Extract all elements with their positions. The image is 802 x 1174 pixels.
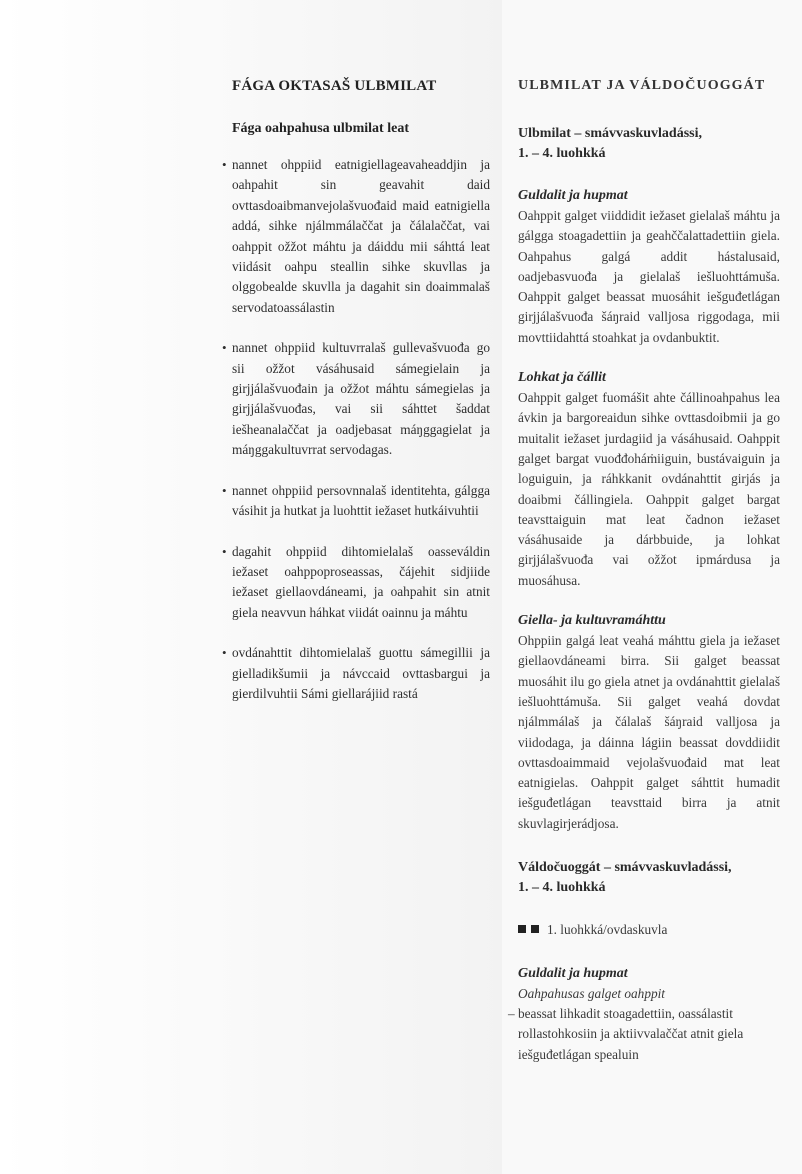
list-item — [222, 481, 490, 522]
square-bullet-icon — [531, 925, 539, 933]
subsection-title: Lohkat ja čállit — [518, 370, 606, 386]
list-item-text: dagahit ohppiid dihtomielalaš oasseváldin iežaset oahppoproseassas, čájehit sidjiide iežaset giellaovdáneami, ja oahpahit sin atnit giela neavvun háhkat viidát oainnu ja máhtu — [232, 543, 490, 620]
bullet-icon: • — [222, 482, 227, 498]
subsection-title: Guldalit ja hupmat — [518, 188, 628, 203]
subsection-title: Guldalit ja hupmat — [518, 966, 628, 982]
bullet-icon: • — [222, 645, 227, 661]
list-item-text: ovdánahttit dihtomielalaš guottu sámegillii ja gielladikšumii ja návccaid ovttasbargui ja gierdilvuhtii Sámi giellarájiid rastá — [232, 645, 490, 701]
right-column — [508, 78, 780, 1065]
bullet-icon: • — [222, 340, 227, 356]
bullet-icon: • — [222, 543, 227, 559]
left-subheading: Fága oahpahusa ulbmilat leat — [232, 121, 409, 136]
list-item — [222, 155, 490, 318]
dash-item-text: beassat lihkadit stoagadettiin, oassálastit rollastohkosiin ja aktiivvalaččat atnit giela iešguđetlágan spealuin — [518, 1006, 744, 1062]
left-column — [222, 78, 490, 724]
main-points-section-title — [518, 858, 780, 898]
goals-list — [222, 155, 490, 704]
list-item — [222, 338, 490, 460]
subsection-text: Oahppit galget viiddidit iežaset gielalaš máhtu ja gálgga stoagadettiin ja geahččalattadettiin giela. Oahpahus galgá addit hástalusaid, oadjebasvuođa ja gielalaš iešluohttámuša. Oahppit galget beassat muosáhit iešguđetlágan girjjálašvuođa šáŋraid valljosa riggodaga, mii movttiidahttá stoahkat ja ovdanbuktit. — [518, 208, 780, 345]
list-item-text: nannet ohppiid persovnnalaš identitehta, gálgga vásihit ja hutkat ja luohttit iežaset hutkáivuhtii — [232, 482, 490, 519]
dash-icon: – — [508, 1006, 515, 1022]
list-item-text: nannet ohppiid eatnigiellageavaheaddjin ja oahpahit sin geavahit daid ovttasdoaibmanvejolašvuođaid maid eatnigiella addá, sihke njálmmálaččat ja čálalaččat, vai oahppit ožžot máhtu ja dáiddu mii sáhttá leat viidásit oahpu steallin sihke skuvllas ja olggobealde skuvlla ja dagahit sin doaimmalaš servodatoassálastin — [232, 157, 490, 315]
intro-line: Oahpahusas galget oahppit — [518, 986, 666, 1002]
right-heading: ULBMILAT JA VÁLDOČUOGGÁT — [518, 78, 766, 93]
left-heading: FÁGA OKTASAŠ ULBMILAT — [232, 78, 437, 94]
list-item — [222, 643, 490, 704]
goals-section-title-line1: Ulbmilat – smávvaskuvladássi, — [518, 126, 702, 141]
main-points-title-line2: 1. – 4. luohkká — [518, 880, 606, 896]
list-item — [222, 542, 490, 624]
subsection-text: Ohppiin galgá leat veahá máhttu giela ja iežaset giellaovdáneami birra. Sii galget beassat muosáhit ilu go giela atnet ja ovdánahttit gielalaš iešluohttámuša. Sii galget veahá dovdat njálmmálaš ja čálalaš šáŋraid valljosa ja viidodaga, ja dáinna lágiin beassat dovddiidit ovttasdoaimmaid vejolašvuođaid mat leat eatnigielas. Oahppit galget sáhttit humadit iešguđetlágan teavsttaid birra ja atnit skuvlagirjerádjosa. — [518, 633, 780, 831]
square-bullet-icon — [518, 925, 526, 933]
level-indicator — [518, 920, 780, 940]
level-label: 1. luohkká/ovdaskuvla — [547, 922, 668, 938]
subsection-title: Giella- ja kultuvramáhttu — [518, 613, 666, 629]
dash-list-item — [508, 1004, 780, 1065]
subsection-text: Oahppit galget fuomášit ahte čállinoahpahus lea ávkin ja bargoreaidun sihke ovttasdoibmii ja go muitalit iežaset jurdagiid ja vásáhusaid. Oahppit galget bargat vuođđoháṁiiguin, bustávaiguin ja loguiguin, ja ráhkkanit ovdánahttit girjás ja doaibmi čállingiela. Oahppit galget bargat teavsttaiguin mat leat čadnon iežaset vásáhusaide ja dárbbuide, ja lohkat girjjálašvuođa vai ožžot ipmárdusa ja muosáhusa. — [518, 390, 780, 588]
goals-section-title — [518, 124, 780, 164]
goals-section-title-line2: 1. – 4. luohkká — [518, 146, 606, 161]
main-points-title-line1: Váldočuoggát – smávvaskuvladássi, — [518, 860, 732, 876]
bullet-icon: • — [222, 157, 227, 172]
list-item-text: nannet ohppiid kultuvrralaš gullevašvuođa go sii ožžot vásáhusaid sámegielain ja girjjálašvuođain ja ožžot máhtu sámegielas ja girjjálašvuođas, vai sii sáhttet šaddat iešheanalaččat ja oadjebasat máŋggagielat ja máŋggakultuvrrat servodagas. — [232, 340, 490, 458]
